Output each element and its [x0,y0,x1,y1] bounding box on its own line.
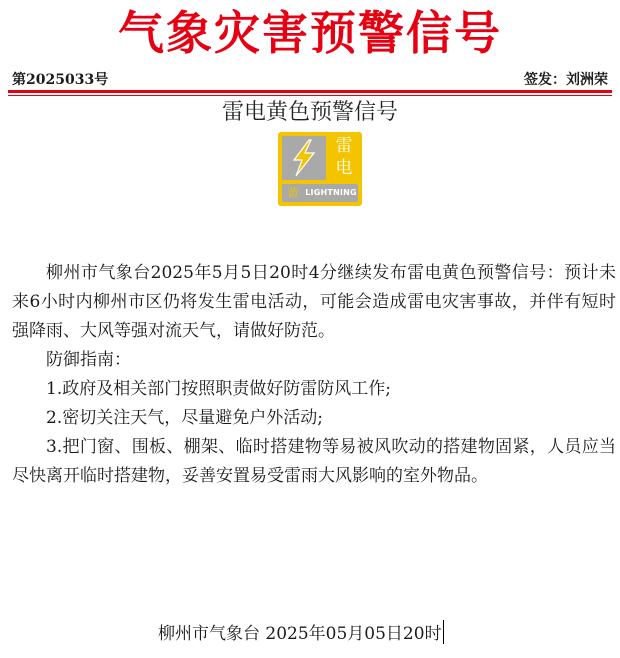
icon-char-dian: 电 [335,158,353,178]
signal-title: 雷电黄色预警信号 [221,100,398,125]
guide-item-1: 1.政府及相关部门按照职责做好防雷防风工作; [46,379,391,399]
header-rule-thick [8,90,612,93]
icon-label-bar [282,184,358,202]
signer: 签发：刘洲荣 [524,72,608,88]
icon-level-char: 黄 [286,186,299,200]
icon-char-lei: 雷 [335,136,353,156]
signoff-line[interactable] [158,620,444,648]
masthead-title: 气象灾害预警信号 [118,6,502,60]
warning-paragraph: 柳州市气象台2025年5月5日20时4分继续发布雷电黄色预警信号：预计未来6小时内柳州市区仍将发生雷电活动，可能会造成雷电灾害事故，并伴有短时强降雨、大风等强对流天气，请做好防范。 [12,263,616,341]
warning-body [12,259,616,491]
guide-heading: 防御指南： [46,350,131,370]
issue-number: 第2025033号 [12,72,109,88]
text-cursor [443,620,444,644]
icon-lightning-label: LIGHTNING [305,188,357,197]
guide-item-2: 2.密切关注天气，尽量避免户外活动; [46,408,323,428]
guide-item-3: 3.把门窗、围板、棚架、临时搭建物等易被风吹动的搭建物固紧，人员应当尽快离开临时搭建物，妥善安置易受雷雨大风影响的室外物品。 [12,437,616,486]
lightning-bolt-icon [282,136,326,180]
header-rule-thin [8,95,612,96]
lightning-yellow-warning-icon [278,132,362,206]
signoff-text: 柳州市气象台 2025年05月05日20时 [158,624,442,644]
meta-row [12,70,608,90]
